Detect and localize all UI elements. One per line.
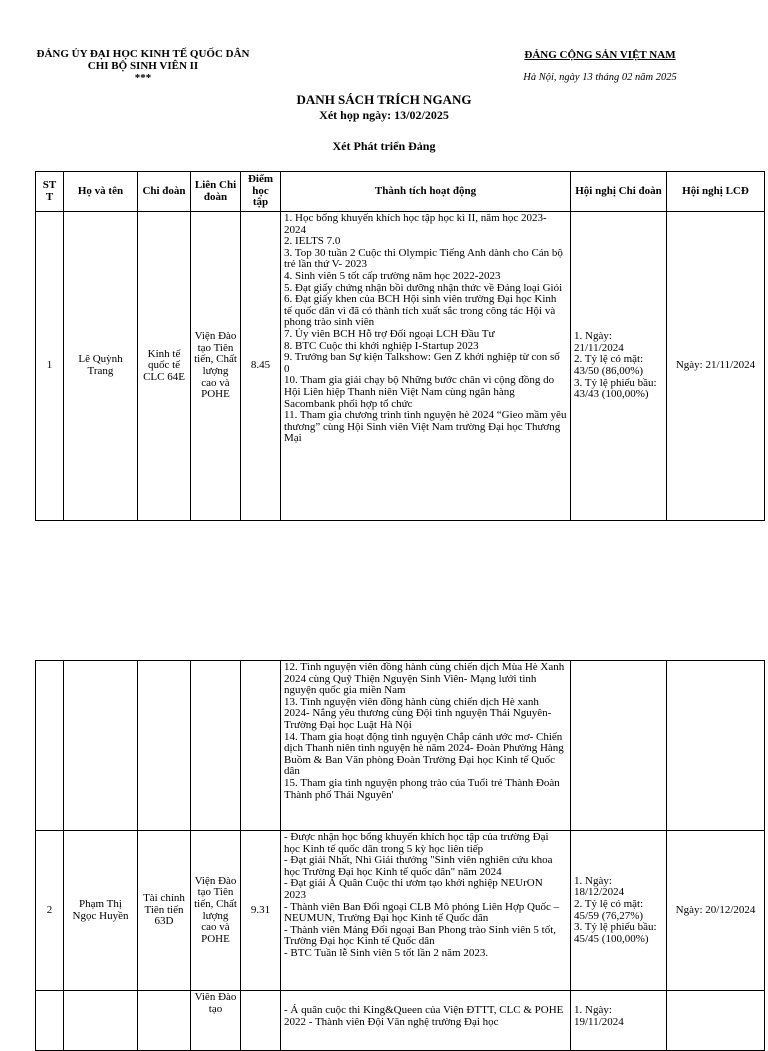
candidate-table [35, 171, 765, 521]
achievement-item: 6. Đạt giấy khen của BCH Hội sinh viên trường Đại học Kinh tế quốc dân vì đã có thành tích xuất sắc trong công tác Hội và phong trào sinh viên [284, 293, 557, 329]
table-row [36, 831, 765, 991]
achievement-item: 13. Tình nguyện viên đồng hành cùng chiến dịch Hè xanh 2024- Nắng yêu thương cùng Đội tình nguyện Thái Nguyên- Trường Đại học Luật Hà Nội [284, 695, 552, 731]
section-heading: Xét Phát triển Đảng [332, 139, 436, 153]
row-hoi-nghi-chi-doan [571, 831, 667, 991]
row-hoi-nghi-chi-doan [571, 212, 667, 521]
col-hoi-nghi-lcd: Hội nghị LCĐ [667, 172, 765, 212]
achievement-item: 3. Top 30 tuần 2 Cuộc thi Olympic Tiếng Anh dành cho Cán bộ trẻ lần thứ V- 2023 [284, 246, 563, 271]
achievement-item: - Đạt giải Nhất, Nhì Giải thưởng "Sinh viên nghiên cứu khoa học Trường Đại học Kinh tế quốc dân" năm 2024 [284, 854, 553, 878]
hnc-attendance: 2. Tỷ lệ có mặt: 43/50 (86,00%) [574, 353, 644, 377]
hnc-vote: 3. Tỷ lệ phiếu bầu: 43/43 (100,00%) [574, 376, 657, 401]
row-achievements [281, 212, 571, 521]
row-name: Phạm Thị Ngọc Huyền [64, 831, 138, 991]
achievement-item: 5. Đạt giấy chứng nhận bồi dưỡng nhận thức về Đảng loại Giỏi [284, 281, 563, 294]
achievement-item: - Thành viên Ban Đối ngoại CLB Mô phỏng Liên Hợp Quốc – NEUMUN, Trường Đại học Kinh tế Quốc dân [284, 900, 560, 925]
org-line-2: CHI BỘ SINH VIÊN II [87, 60, 199, 72]
row-stt: 2 [36, 831, 64, 991]
achievement-item: - BTC Tuần lễ Sinh viên 5 tốt lần 2 năm 2023. [284, 946, 489, 959]
party-name: ĐẢNG CỘNG SẢN VIỆT NAM [524, 49, 676, 61]
meeting-date: Xét họp ngày: 13/02/2025 [319, 108, 449, 122]
row-lien-chi-doan: Viện Đào tạo Tiên tiến, Chất lượng cao và POHE [191, 212, 241, 521]
achievement-item: 8. BTC Cuộc thi khởi nghiệp I-Startup 2023 [284, 339, 479, 352]
table-row [36, 661, 765, 831]
achievement-item: 2. IELTS 7.0 [284, 235, 341, 248]
achievement-item: 15. Tham gia tình nguyện phong trào của Tuổi trẻ Thành Đoàn Thành phố Thái Nguyên' [284, 776, 560, 801]
achievement-item: 12. Tình nguyện viên đồng hành cùng chiến dịch Mùa Hè Xanh 2024 cùng Quỹ Thiện Nguyện Sinh Viên- Mạng lưới tình nguyện quốc gia miền Nam [284, 661, 565, 697]
achievement-item: - Đạt giải Á Quân Cuộc thi ươm tạo khởi nghiệp NEUrON 2023 [284, 877, 543, 901]
row-achievements [281, 661, 571, 831]
achievement-item: - Á quân cuộc thi King&Queen của Viện ĐTTT, CLC & POHE 2022 - Thành viên Đội Văn nghệ trường Đại học [284, 1004, 564, 1028]
hnc-attendance: 2. Tỷ lệ có mặt: 45/59 (76,27%) [574, 897, 644, 922]
party-header [470, 48, 730, 83]
candidate-table-continued [35, 660, 765, 1051]
row-name: Lê Quỳnh Trang [64, 212, 138, 521]
achievement-item: 9. Trưởng ban Sự kiện Talkshow: Gen Z khởi nghiệp từ con số 0 [284, 351, 560, 375]
hnc-date: 1. Ngày: 21/11/2024 [574, 330, 624, 354]
col-hoi-nghi-chi-doan: Hội nghị Chi đoàn [571, 172, 667, 212]
row-achievements [281, 991, 571, 1051]
row-lien-chi-doan: Viên Đào tạo [191, 991, 241, 1051]
achievement-item: 11. Tham gia chương trình tình nguyện hè 2024 “Gieo mầm yêu thương” cùng Hội Sinh viên Việt Nam trường Đại học Thương Mại [284, 409, 567, 445]
hnc-date: 1. Ngày: 18/12/2024 [574, 874, 625, 899]
hnc-vote: 3. Tỷ lệ phiếu bầu: 45/45 (100,00%) [574, 921, 657, 945]
row-chi-doan: Tài chính Tiên tiến 63D [138, 831, 191, 991]
row-lien-chi-doan: Viện Đào tạo Tiên tiến, Chất lượng cao và POHE [191, 831, 241, 991]
col-stt: ST T [36, 172, 64, 212]
hnc-date: 1. Ngày: 19/11/2024 [574, 1004, 624, 1028]
org-line-3: *** [134, 72, 152, 84]
achievement-item: 1. Học bổng khuyến khích học tập học kì II, năm học 2023-2024 [284, 212, 547, 236]
row-chi-doan: Kinh tế quốc tế CLC 64E [138, 212, 191, 521]
organization-header [28, 48, 258, 84]
achievement-item: 14. Tham gia hoạt động tình nguyện Chắp cánh ước mơ- Chiến dịch Thanh niên tình nguyện hè năm 2024- Đoàn Phường Hàng Buồm & Ban Văn phòng Đoàn Trường Đại học Kinh tế Quốc dân [284, 730, 564, 778]
row-hoi-nghi-lcd: Ngày: 20/12/2024 [667, 831, 765, 991]
org-line-1: ĐẢNG ỦY ĐẠI HỌC KINH TẾ QUỐC DÂN [36, 48, 250, 60]
row-diem: 9.31 [241, 831, 281, 991]
col-lien-chi-doan: Liên Chi đoàn [191, 172, 241, 212]
row-diem: 8.45 [241, 212, 281, 521]
table-row [36, 991, 765, 1051]
row-hoi-nghi-lcd: Ngày: 21/11/2024 [667, 212, 765, 521]
row-hoi-nghi-chi-doan [571, 991, 667, 1051]
col-achievements: Thành tích hoạt động [281, 172, 571, 212]
achievement-item: 7. Ủy viên BCH Hỗ trợ Đối ngoại LCH Đầu Tư [284, 327, 495, 340]
document-title: DANH SÁCH TRÍCH NGANG [296, 92, 472, 107]
col-name: Họ và tên [64, 172, 138, 212]
achievement-item: - Được nhận học bổng khuyến khích học tập của trường Đại học Kinh tế quốc dân trong 5 kỳ học liên tiếp [284, 831, 549, 855]
table-header-row [36, 172, 765, 212]
achievement-item: 10. Tham gia giải chạy bộ Những bước chân vì cộng đồng do Hội Liên hiệp Thanh niên Việt Nam cùng ngân hàng Sacombank phối hợp tổ chức [284, 374, 555, 410]
document-date: Hà Nội, ngày 13 tháng 02 năm 2025 [523, 72, 677, 83]
achievement-item: - Thành viên Mảng Đối ngoại Ban Phong trào Sinh viên 5 tốt, Trường Đại học Kinh tế Quốc dân [284, 923, 557, 948]
col-diem: Điểm học tập [241, 172, 281, 212]
achievement-item: 4. Sinh viên 5 tốt cấp trường năm học 2022-2023 [284, 269, 501, 282]
table-row [36, 212, 765, 521]
row-stt: 1 [36, 212, 64, 521]
row-achievements [281, 831, 571, 991]
col-chi-doan: Chi đoàn [138, 172, 191, 212]
